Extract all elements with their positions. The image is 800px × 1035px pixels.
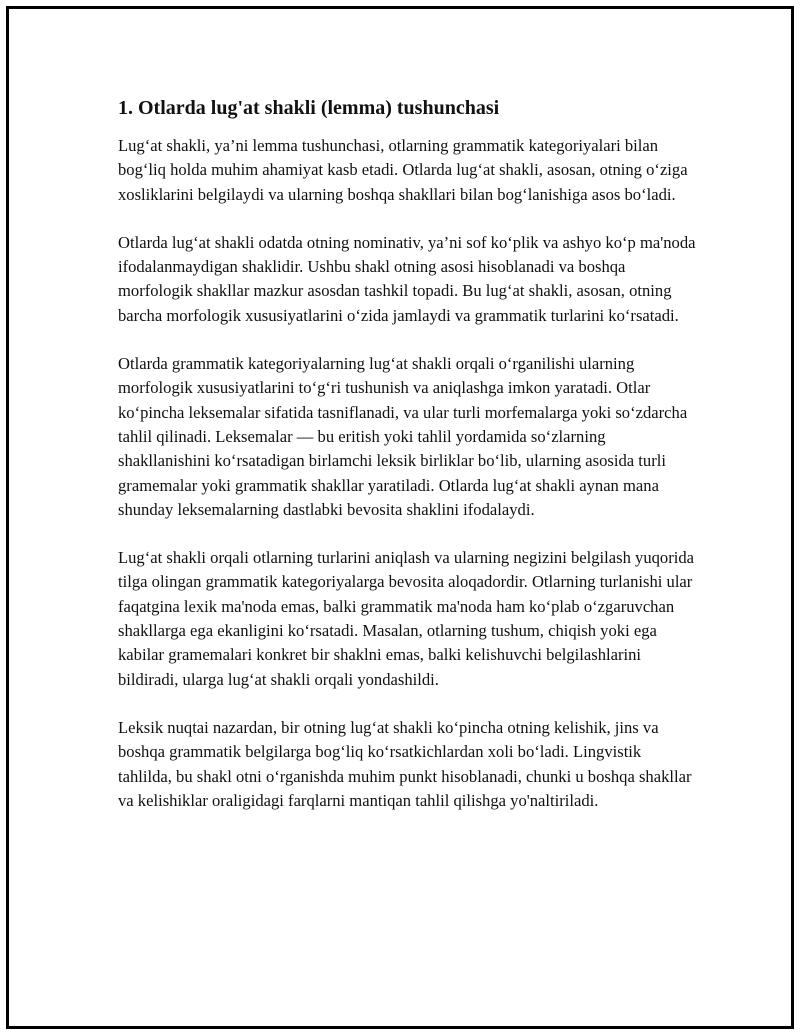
document-body [118, 96, 698, 837]
paragraph-3: Otlarda grammatik kategoriyalarning lug‘at shakli orqali o‘rganilishi ularning morfologik xususiyatlarini to‘g‘ri tushunish va aniqlashga imkon yaratadi. Otlar ko‘pincha leksemalar sifatida tasniflanadi, va ular turli morfemalarga yoki so‘zdarcha tahlil qilinadi. Leksemalar — bu eritish yoki tahlil yordamida so‘zlarning shakllanishini ko‘rsatadigan birlamchi leksik birliklar bo‘lib, ularning asosida turli gramemalar yoki grammatik shakllar yaratiladi. Otlarda lug‘at shakli aynan mana shunday leksemalarning dastlabki bevosita shaklini ifodalaydi. [118, 354, 688, 519]
paragraph-4: Lug‘at shakli orqali otlarning turlarini aniqlash va ularning negizini belgilash yuqorida tilga olingan grammatik kategoriyalarga bevosita aloqadordir. Otlarning turlanishi ular faqatgina lexik ma'noda emas, balki grammatik ma'noda ham ko‘plab o‘zgaruvchan shakllarga ega ekanligini ko‘rsatadi. Masalan, otlarning tushum, chiqish yoki ega kabilar gramemalari konkret bir shaklni emas, balki kelishuvchi belgilashlarini bildiradi, ularga lug‘at shakli orqali yondashildi. [118, 548, 695, 689]
paragraph-2: Otlarda lug‘at shakli odatda otning nominativ, ya’ni sof ko‘plik va ashyo ko‘p ma'noda ifodalanmaydigan shaklidir. Ushbu shakl otning asosi hisoblanadi va boshqa morfologik shakllar mazkur asosdan tashkil topadi. Bu lug‘at shakli, asosan, otning barcha morfologik xususiyatlarini o‘zida jamlaydi va grammatik turlarini ko‘rsatadi. [118, 232, 696, 325]
paragraph-5: Leksik nuqtai nazardan, bir otning lug‘at shakli ko‘pincha otning kelishik, jins va boshqa grammatik belgilarga bog‘liq ko‘rsatkichlardan xoli bo‘ladi. Lingvistik tahlilda, bu shakl otni o‘rganishda muhim punkt hisoblanadi, chunki u boshqa shakllar va kelishiklar oraligidagi farqlarni mantiqan tahlil qilishga yo'naltiriladi. [118, 717, 692, 810]
paragraph-1: Lug‘at shakli, ya’ni lemma tushunchasi, otlarning grammatik kategoriyalari bilan bog‘liq holda muhim ahamiyat kasb etadi. Otlarda lug‘at shakli, asosan, otning o‘ziga xosliklarini belgilaydi va ularning boshqa shakllari bilan bog‘lanishiga asos bo‘ladi. [118, 136, 688, 204]
section-heading: 1. Otlarda lug'at shakli (lemma) tushunchasi [118, 97, 500, 119]
